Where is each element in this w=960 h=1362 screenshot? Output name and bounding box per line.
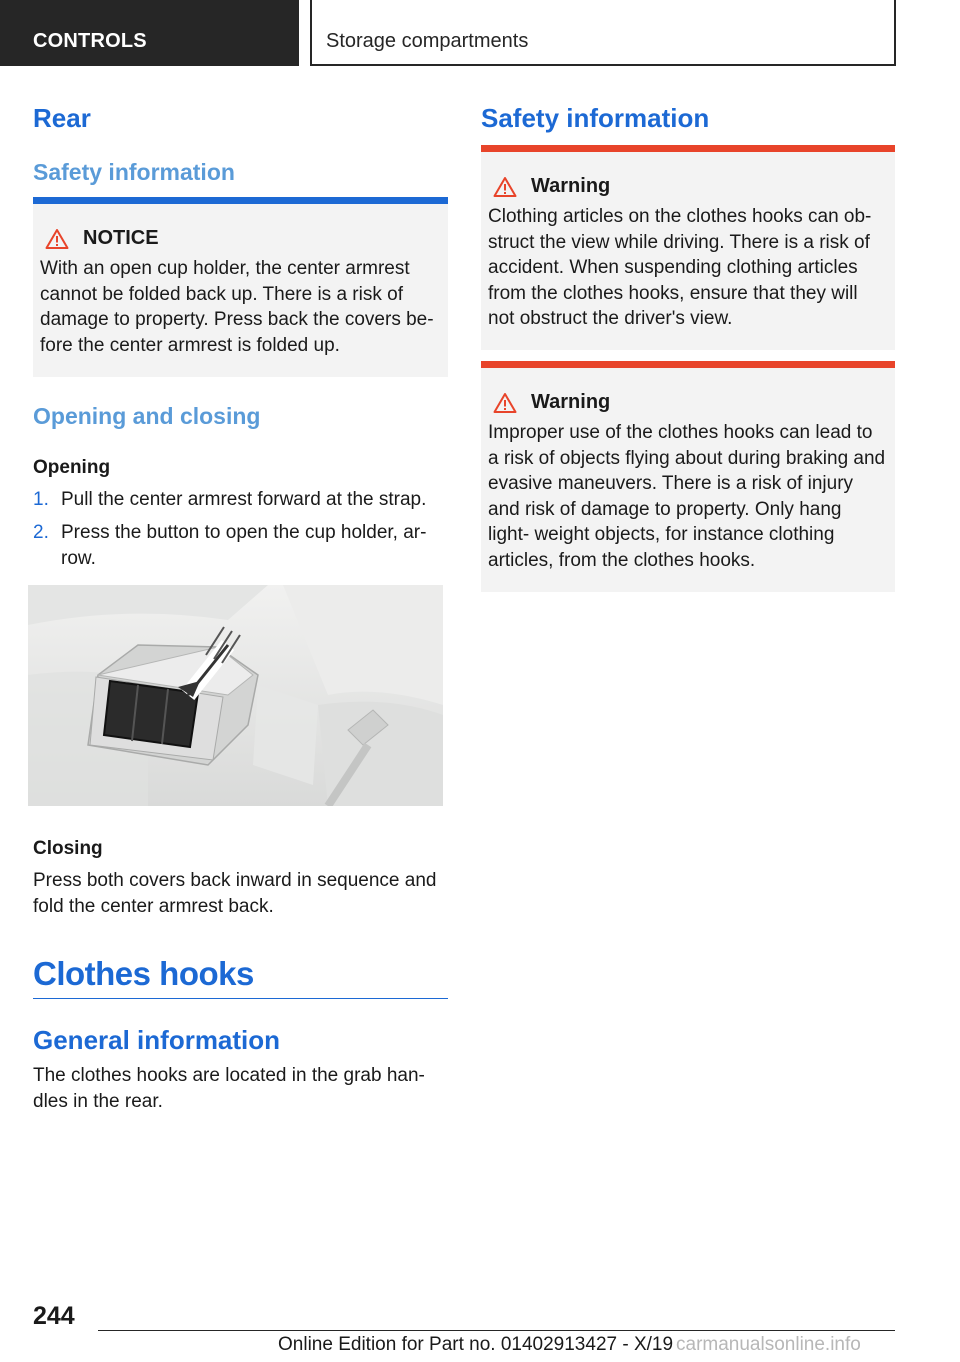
- warning-title: [493, 175, 610, 198]
- general-text: The clothes hooks are located in the grab han‑ dles in the rear.: [33, 1065, 425, 1112]
- warning-text: Clothing articles on the clothes hooks can ob‑ struct the view while driving. There is a risk of accident. When suspending clothing articles from the clothes hooks, ensure that they will not obstruct the driver's view.: [488, 206, 872, 330]
- heading-opening-closing: Opening and closing: [33, 403, 261, 429]
- warning-box: [481, 361, 895, 592]
- warning-title: [493, 391, 610, 414]
- page-header: [0, 0, 960, 66]
- heading-safety-info-left: Safety information: [33, 159, 235, 185]
- warning-label: Warning: [531, 175, 611, 197]
- footer-watermark: carmanualsonline.info: [676, 1334, 861, 1355]
- notice-bar: [33, 197, 448, 204]
- warning-bar: [481, 361, 895, 368]
- heading-rule: [33, 998, 448, 999]
- page-number: 244: [33, 1302, 75, 1330]
- list-number: 2.: [33, 522, 49, 543]
- armrest-cupholder-image: [28, 585, 443, 806]
- armrest-illustration: [28, 585, 443, 806]
- heading-rear: Rear: [33, 103, 91, 133]
- opening-label: Opening: [33, 457, 111, 478]
- closing-label: Closing: [33, 838, 103, 859]
- heading-general-information: General information: [33, 1025, 281, 1055]
- notice-box: [33, 197, 448, 377]
- warning-label: Warning: [531, 391, 611, 413]
- list-number: 1.: [33, 489, 49, 510]
- footer-edition: Online Edition for Part no. 01402913427 - X/19: [278, 1334, 674, 1355]
- chapter-tab: [310, 0, 896, 66]
- section-tab: [0, 0, 299, 66]
- list-text: Press the button to open the cup holder, ar‑ row.: [61, 522, 427, 569]
- closing-text: Press both covers back inward in sequence and fold the center armrest back.: [33, 870, 437, 917]
- heading-clothes-hooks: Clothes hooks: [33, 955, 254, 992]
- list-text: Pull the center armrest forward at the strap.: [61, 489, 427, 510]
- heading-safety-info-right: Safety information: [481, 103, 710, 133]
- notice-label: NOTICE: [83, 227, 159, 249]
- warning-text: Improper use of the clothes hooks can lead to a risk of objects flying about during braking and evasive maneuvers. There is a risk of injury and risk of damage to property. Only hang light‑ weight objects, for instance clothing articles, from the clothes hooks.: [488, 422, 886, 571]
- notice-title: [45, 227, 159, 250]
- footer-rule: [98, 1330, 895, 1331]
- section-title: CONTROLS: [33, 30, 147, 52]
- warning-triangle-icon: [45, 228, 69, 250]
- chapter-title: Storage compartments: [326, 30, 529, 52]
- warning-box: [481, 145, 895, 350]
- notice-text: With an open cup holder, the center armrest cannot be folded back up. There is a risk of damage to property. Press back the covers be‑ fore the center armrest is folded up.: [40, 258, 434, 356]
- warning-triangle-icon: [493, 392, 517, 414]
- warning-triangle-icon: [493, 176, 517, 198]
- warning-bar: [481, 145, 895, 152]
